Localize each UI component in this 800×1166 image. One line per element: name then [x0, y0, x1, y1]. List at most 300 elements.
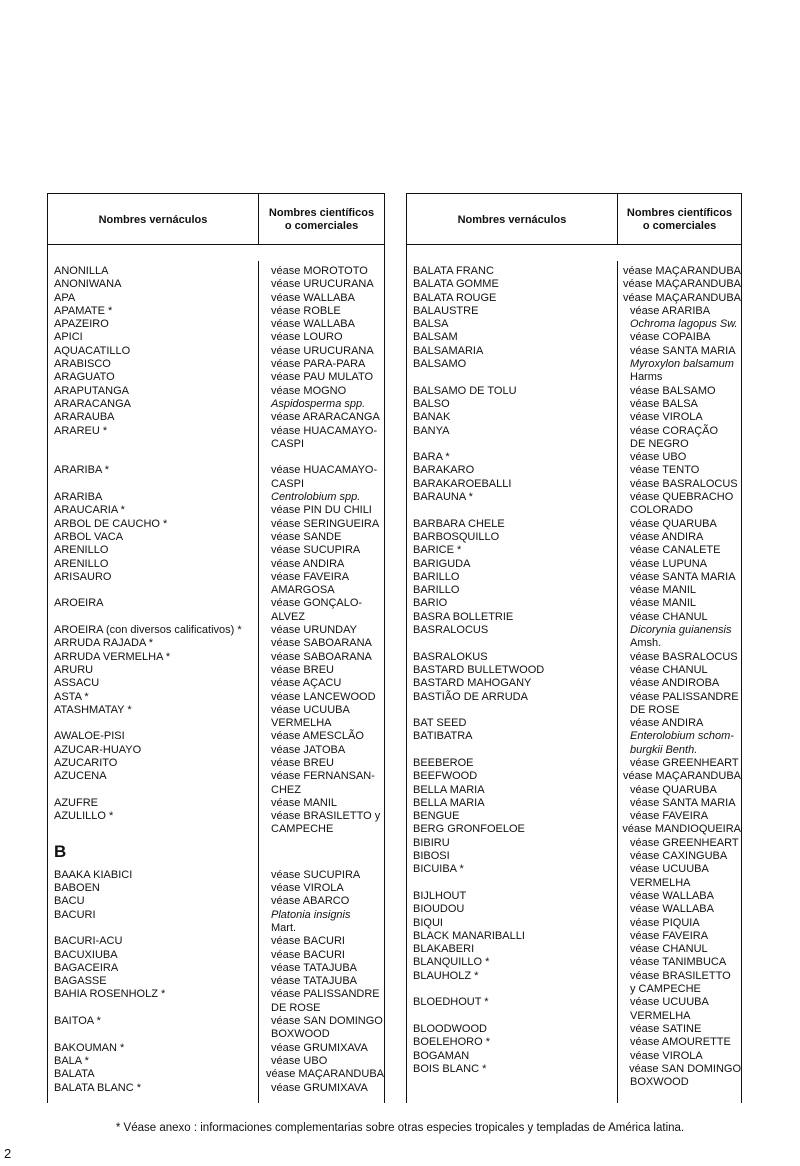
vernacular-name: BANYA: [413, 424, 450, 437]
scientific-name: véase UCUUBA: [271, 703, 350, 716]
scientific-name: véase ARARIBA: [630, 304, 711, 317]
vernacular-name: ANONIWANA: [54, 278, 122, 291]
scientific-name: véase SUCUPIRA: [271, 544, 361, 557]
table-row: [407, 464, 741, 477]
table-row: [48, 823, 384, 836]
vernacular-name: [48, 478, 258, 491]
vernacular-name: [407, 1076, 617, 1089]
table-row: [48, 637, 384, 650]
vernacular-name: BARIO: [413, 597, 448, 610]
vernacular-name: BARAKAROEBALLI: [413, 477, 512, 490]
scientific-name: véase AMOURETTE: [630, 1036, 731, 1049]
vernacular-name: BARBOSQUILLO: [413, 530, 500, 543]
scientific-name: véase PALISSANDRE: [271, 988, 380, 1001]
table-row: [407, 451, 741, 464]
vernacular-name: APICI: [54, 331, 83, 344]
vernacular-name: [407, 1010, 617, 1023]
scientific-name: véase SERINGUEIRA: [271, 517, 380, 530]
vernacular-name: BARBARA CHELE: [413, 517, 505, 530]
scientific-name: CAMPECHE: [271, 823, 334, 836]
vernacular-name: ARABISCO: [54, 358, 111, 371]
table-row: [407, 371, 741, 384]
scientific-name: Aspidosperma spp.: [271, 397, 366, 410]
header-vernacular: Nombres vernáculos: [98, 213, 208, 226]
table-row: [48, 371, 384, 384]
table-row: [407, 677, 741, 690]
vernacular-name: BAGACEIRA: [54, 961, 119, 974]
scientific-name: Ochroma lagopus Sw.: [630, 318, 738, 331]
scientific-name: véase BACURI: [271, 948, 345, 961]
vernacular-name: BIQUI: [413, 916, 443, 929]
scientific-name: véase SABOARANA: [271, 650, 372, 663]
scientific-name: véase FERNANSAN-: [271, 770, 375, 783]
table-row: [407, 930, 741, 943]
table-row: [48, 478, 384, 491]
vernacular-name: BALSAMO DE TOLU: [413, 384, 517, 397]
scientific-name: véase COPAIBA: [630, 331, 711, 344]
vernacular-name: BACUXIUBA: [54, 948, 118, 961]
vernacular-name: ARAUCARIA *: [54, 504, 125, 517]
scientific-name: véase MANIL: [271, 796, 338, 809]
table-row: [407, 531, 741, 544]
vernacular-name: [48, 611, 258, 624]
table-row: [407, 970, 741, 983]
vernacular-name: [407, 877, 617, 890]
scientific-name: véase AMESCLÃO: [271, 730, 364, 743]
table-row: [407, 611, 741, 624]
scientific-name: véase JATOBA: [271, 743, 346, 756]
scientific-name: véase BREU: [271, 756, 334, 769]
scientific-name: véase CHANUL: [630, 943, 708, 956]
vernacular-name: BAT SEED: [413, 717, 467, 730]
scientific-name: véase UBO: [271, 1054, 328, 1067]
vernacular-name: BARILLO: [413, 570, 460, 583]
table-row: [407, 425, 741, 438]
vernacular-name: BALSAM: [413, 331, 458, 344]
table-row: [48, 305, 384, 318]
scientific-name: véase SAN DOMINGO: [271, 1015, 383, 1028]
table-row: [48, 1055, 384, 1068]
vernacular-name: BASTARD BULLETWOOD: [413, 663, 545, 676]
table-row: [48, 265, 384, 278]
scientific-name: véase QUARUBA: [630, 517, 717, 530]
table-row: [48, 988, 384, 1001]
vernacular-name: ARURU: [54, 663, 94, 676]
scientific-name: véase GRUMIXAVA: [271, 1081, 368, 1094]
scientific-name: véase LANCEWOOD: [271, 690, 376, 703]
vernacular-name: AZUCARITO: [54, 756, 118, 769]
vernacular-name: ARAPUTANGA: [54, 384, 129, 397]
table-row: [48, 909, 384, 922]
scientific-name: véase BREU: [271, 663, 334, 676]
scientific-name: véase VIROLA: [630, 1049, 703, 1062]
vernacular-name: BALSO: [413, 397, 450, 410]
vernacular-name: ASTA *: [54, 690, 89, 703]
table-row: [48, 1028, 384, 1041]
vernacular-name: ARARAUBA: [54, 411, 115, 424]
vernacular-name: BALSAMO: [413, 358, 467, 371]
vernacular-name: AZULILLO *: [54, 810, 114, 823]
vernacular-name: ARARIBA *: [54, 464, 110, 477]
vernacular-name: [407, 371, 617, 384]
scientific-name: véase TATAJUBA: [271, 961, 357, 974]
vernacular-name: BARIGUDA: [413, 557, 471, 570]
scientific-name: véase TANIMBUCA: [630, 956, 727, 969]
vernacular-name: [48, 584, 258, 597]
table-row: [48, 331, 384, 344]
vernacular-name: ARRUDA RAJADA *: [54, 637, 154, 650]
table-row: [48, 504, 384, 517]
table-row: [407, 1063, 741, 1076]
vernacular-name: BALATA GOMME: [413, 278, 499, 291]
scientific-name: véase CHANUL: [630, 610, 708, 623]
scientific-name: véase ANDIROBA: [630, 677, 720, 690]
vernacular-name: [48, 717, 258, 730]
table-row: [407, 757, 741, 770]
table-row: [407, 398, 741, 411]
table-row: [48, 398, 384, 411]
scientific-name: véase MOGNO: [271, 384, 347, 397]
scientific-name: DE ROSE: [630, 703, 680, 716]
vernacular-name: BARILLO: [413, 584, 460, 597]
table-row: [407, 624, 741, 637]
table-row: [48, 935, 384, 948]
table-row: [407, 265, 741, 278]
scientific-name: Platonia insignis: [271, 908, 351, 921]
vernacular-name: BACURI-ACU: [54, 935, 123, 948]
scientific-name: véase UBO: [630, 451, 687, 464]
scientific-name: véase BACURI: [271, 935, 345, 948]
scientific-name: véase SABOARANA: [271, 637, 372, 650]
vernacular-name: [407, 637, 617, 650]
vernacular-name: APA: [54, 291, 76, 304]
scientific-name: véase MAÇARANDUBA: [623, 770, 741, 783]
table-row: [407, 730, 741, 743]
table-row: [407, 770, 741, 783]
scientific-name: véase MANIL: [630, 597, 697, 610]
table-row: [48, 1082, 384, 1095]
scientific-name: véase ANDIRA: [630, 530, 704, 543]
scientific-name: véase MANDIOQUEIRA: [622, 823, 741, 836]
vernacular-name: ARENILLO: [54, 544, 109, 557]
vernacular-name: BACU: [54, 895, 85, 908]
scientific-name: véase SUCUPIRA: [271, 868, 361, 881]
vernacular-name: BANAK: [413, 411, 451, 424]
table-row: [407, 544, 741, 557]
table-row: [407, 478, 741, 491]
scientific-name: véase UCUUBA: [630, 996, 709, 1009]
vernacular-name: ARBOL VACA: [54, 530, 124, 543]
table-row: [48, 882, 384, 895]
vernacular-name: [48, 1028, 258, 1041]
scientific-name: véase PIQUIA: [630, 916, 700, 929]
vernacular-name: AZUCENA: [54, 770, 107, 783]
vernacular-name: [407, 438, 617, 451]
table-row: [48, 949, 384, 962]
vernacular-name: BOIS BLANC *: [413, 1062, 487, 1075]
scientific-name: véase URUCURANA: [271, 344, 374, 357]
scientific-name: véase ROBLE: [271, 304, 341, 317]
scientific-name: véase AÇACU: [271, 677, 342, 690]
scientific-name: véase MAÇARANDUBA: [266, 1068, 384, 1081]
scientific-name: véase FAVEIRA: [630, 810, 709, 823]
scientific-name: véase BALSAMO: [630, 384, 716, 397]
table-row: [407, 1036, 741, 1049]
table-row: [407, 1050, 741, 1063]
table-row: [407, 850, 741, 863]
scientific-name: véase FAVEIRA: [271, 570, 350, 583]
vernacular-name: BOELEHORO *: [413, 1036, 491, 1049]
vernacular-name: AZUCAR-HUAYO: [54, 743, 142, 756]
left-table: [47, 193, 385, 1103]
table-row: [407, 651, 741, 664]
vernacular-name: [48, 1002, 258, 1015]
table-row: [407, 411, 741, 424]
header-vernacular: Nombres vernáculos: [457, 213, 567, 226]
vernacular-name: [48, 823, 258, 836]
vernacular-name: AQUACATILLO: [54, 344, 131, 357]
table-row: [407, 1010, 741, 1023]
scientific-name: véase ANDIRA: [271, 557, 345, 570]
table-row: [407, 1023, 741, 1036]
table-row: [407, 331, 741, 344]
table-row: [407, 890, 741, 903]
scientific-name: DE ROSE: [271, 1001, 321, 1014]
table-row: [48, 464, 384, 477]
table-row: [48, 717, 384, 730]
table-row: [407, 691, 741, 704]
vernacular-name: [48, 922, 258, 935]
vernacular-name: [407, 704, 617, 717]
page-number: 2: [4, 1146, 12, 1161]
vernacular-name: BERG GRONFOELOE: [413, 823, 525, 836]
table-row: [48, 411, 384, 424]
scientific-name: véase BRASILETTO: [630, 969, 731, 982]
left-table-body: [48, 265, 384, 1103]
vernacular-name: BLANQUILLO *: [413, 956, 490, 969]
table-row: [407, 744, 741, 757]
scientific-name: véase WALLABA: [271, 318, 355, 331]
header-scientific: [259, 194, 384, 244]
vernacular-name: BLAUHOLZ *: [413, 969, 479, 982]
table-row: [407, 318, 741, 331]
scientific-name: véase CORAÇÃO: [630, 424, 719, 437]
vernacular-name: BALATA ROUGE: [413, 291, 497, 304]
table-row: [407, 863, 741, 876]
scientific-name: CHEZ: [271, 783, 301, 796]
scientific-name: VERMELHA: [271, 717, 332, 730]
table-row: [407, 797, 741, 810]
vernacular-name: BALATA BLANC *: [54, 1081, 142, 1094]
table-row: [48, 1002, 384, 1015]
vernacular-name: BICUIBA *: [413, 863, 464, 876]
vernacular-name: BAHIA ROSENHOLZ *: [54, 988, 166, 1001]
table-row: [48, 558, 384, 571]
table-row: [48, 1068, 384, 1081]
table-row: [407, 903, 741, 916]
table-row: [48, 518, 384, 531]
table-row: [407, 491, 741, 504]
scientific-name: COLORADO: [630, 504, 693, 517]
scientific-name: véase GONÇALO-: [271, 597, 363, 610]
vernacular-name: BABOEN: [54, 882, 100, 895]
vernacular-name: BAITOA *: [54, 1015, 101, 1028]
vernacular-name: BLOODWOOD: [413, 1022, 487, 1035]
scientific-name: AMARGOSA: [271, 584, 335, 597]
scientific-name: véase TATAJUBA: [271, 975, 357, 988]
vernacular-name: BEEFWOOD: [413, 770, 478, 783]
table-row: [48, 869, 384, 882]
scientific-name: véase BASRALOCUS: [630, 650, 738, 663]
scientific-name: véase SATINE: [630, 1022, 702, 1035]
table-row: [48, 922, 384, 935]
vernacular-name: BARAKARO: [413, 464, 475, 477]
scientific-name: véase MOROTOTO: [271, 265, 368, 277]
table-row: [407, 385, 741, 398]
table-row: [48, 677, 384, 690]
scientific-name: burgkii Benth.: [630, 743, 698, 756]
table-row: [407, 1076, 741, 1089]
scientific-name: véase URUNDAY: [271, 624, 357, 637]
scientific-name: véase SANTA MARIA: [630, 570, 736, 583]
table-row: [407, 877, 741, 890]
vernacular-name: BELLA MARIA: [413, 796, 485, 809]
header-scientific: [618, 194, 741, 244]
header-scientific-line1: Nombres científicos: [268, 207, 375, 219]
vernacular-name: [407, 504, 617, 517]
scientific-name: y CAMPECHE: [630, 983, 701, 996]
scientific-name: véase MAÇARANDUBA: [623, 278, 741, 291]
vernacular-name: [407, 983, 617, 996]
section-letter: B: [54, 841, 67, 861]
vernacular-name: BLOEDHOUT *: [413, 996, 489, 1009]
table-row: [48, 544, 384, 557]
table-row: [407, 358, 741, 371]
table-row: [48, 571, 384, 584]
scientific-name: véase LUPUNA: [630, 557, 708, 570]
scientific-name: Dicorynia guianensis: [630, 624, 732, 637]
scientific-name: véase BRASILETTO y: [271, 810, 381, 823]
table-row: [407, 438, 741, 451]
vernacular-name: BACURI: [54, 908, 96, 921]
table-row: [407, 584, 741, 597]
table-row: [407, 956, 741, 969]
table-row: [48, 1015, 384, 1028]
vernacular-name: BAAKA KIABICI: [54, 868, 133, 881]
table-row: [48, 744, 384, 757]
vernacular-name: ARBOL DE CAUCHO *: [54, 517, 168, 530]
vernacular-name: BARA *: [413, 451, 450, 464]
table-row: [48, 611, 384, 624]
table-row: [48, 704, 384, 717]
header-scientific-line2: o comerciales: [284, 220, 359, 232]
vernacular-name: ARISAURO: [54, 570, 112, 583]
scientific-name: BOXWOOD: [630, 1076, 689, 1089]
table-row: [48, 345, 384, 358]
scientific-name: véase GREENHEART: [630, 836, 739, 849]
scientific-name: véase MAÇARANDUBA: [623, 291, 741, 304]
scientific-name: ALVEZ: [271, 610, 306, 623]
scientific-name: BOXWOOD: [271, 1028, 330, 1041]
table-row: [48, 425, 384, 438]
table-row: [407, 943, 741, 956]
vernacular-name: BALSA: [413, 318, 449, 331]
vernacular-name: AROEIRA (con diversos calificativos) *: [54, 624, 242, 637]
vernacular-name: BLACK MANARIBALLI: [413, 929, 525, 942]
table-row: [48, 895, 384, 908]
scientific-name: CASPI: [271, 477, 305, 490]
table-row: [48, 531, 384, 544]
header-scientific-line2: o comerciales: [642, 220, 717, 232]
table-row: [48, 691, 384, 704]
scientific-name: véase CHANUL: [630, 663, 708, 676]
scientific-name: véase SAN DOMINGO: [629, 1062, 741, 1075]
table-row: [407, 983, 741, 996]
scientific-name: véase PIN DU CHILI: [271, 504, 372, 517]
scientific-name: véase ARARACANGA: [271, 411, 380, 424]
scientific-name: véase VIROLA: [630, 411, 703, 424]
vernacular-name: BIBOSI: [413, 850, 450, 863]
table-row: [48, 770, 384, 783]
vernacular-name: BEEBEROE: [413, 756, 474, 769]
table-row: [48, 962, 384, 975]
table-row: [48, 975, 384, 988]
scientific-name: véase GRUMIXAVA: [271, 1041, 368, 1054]
scientific-name: véase PALISSANDRE: [630, 690, 739, 703]
scientific-name: véase LOURO: [271, 331, 343, 344]
scientific-name: véase CANALETE: [630, 544, 721, 557]
vernacular-name: BIBIRU: [413, 836, 450, 849]
table-row: [407, 996, 741, 1009]
vernacular-name: BIJLHOUT: [413, 889, 467, 902]
scientific-name: Amsh.: [630, 637, 662, 650]
vernacular-name: BALA *: [54, 1054, 89, 1067]
left-table-header: [48, 193, 384, 245]
scientific-name: VERMELHA: [630, 876, 691, 889]
table-row: [407, 823, 741, 836]
scientific-name: véase WALLABA: [630, 903, 714, 916]
vernacular-name: ASSACU: [54, 677, 100, 690]
vernacular-name: BARAUNA *: [413, 491, 473, 504]
vernacular-name: ARAGUATO: [54, 371, 115, 384]
vernacular-name: BIOUDOU: [413, 903, 465, 916]
vernacular-name: AZUFRE: [54, 796, 98, 809]
scientific-name: véase CAXINGUBA: [630, 850, 728, 863]
vernacular-name: BAKOUMAN *: [54, 1041, 125, 1054]
scientific-name: véase VIROLA: [271, 882, 344, 895]
right-table-header: [407, 193, 741, 245]
vernacular-name: ANONILLA: [54, 265, 109, 277]
scientific-name: véase UCUUBA: [630, 863, 709, 876]
table-row: [407, 917, 741, 930]
table-row: [48, 292, 384, 305]
table-row: [407, 518, 741, 531]
table-row: [407, 784, 741, 797]
table-row: [48, 810, 384, 823]
vernacular-name: BALATA FRANC: [413, 265, 494, 277]
scientific-name: véase MAÇARANDUBA: [623, 265, 741, 277]
table-row: [48, 584, 384, 597]
table-row: [48, 358, 384, 371]
scientific-name: DE NEGRO: [630, 437, 689, 450]
vernacular-name: AROEIRA: [54, 597, 104, 610]
vernacular-name: BENGUE: [413, 810, 460, 823]
scientific-name: Mart.: [271, 921, 297, 934]
vernacular-name: BARICE *: [413, 544, 462, 557]
table-row: [48, 278, 384, 291]
scientific-name: Centrolobium spp.: [271, 491, 361, 504]
table-row: [48, 784, 384, 797]
